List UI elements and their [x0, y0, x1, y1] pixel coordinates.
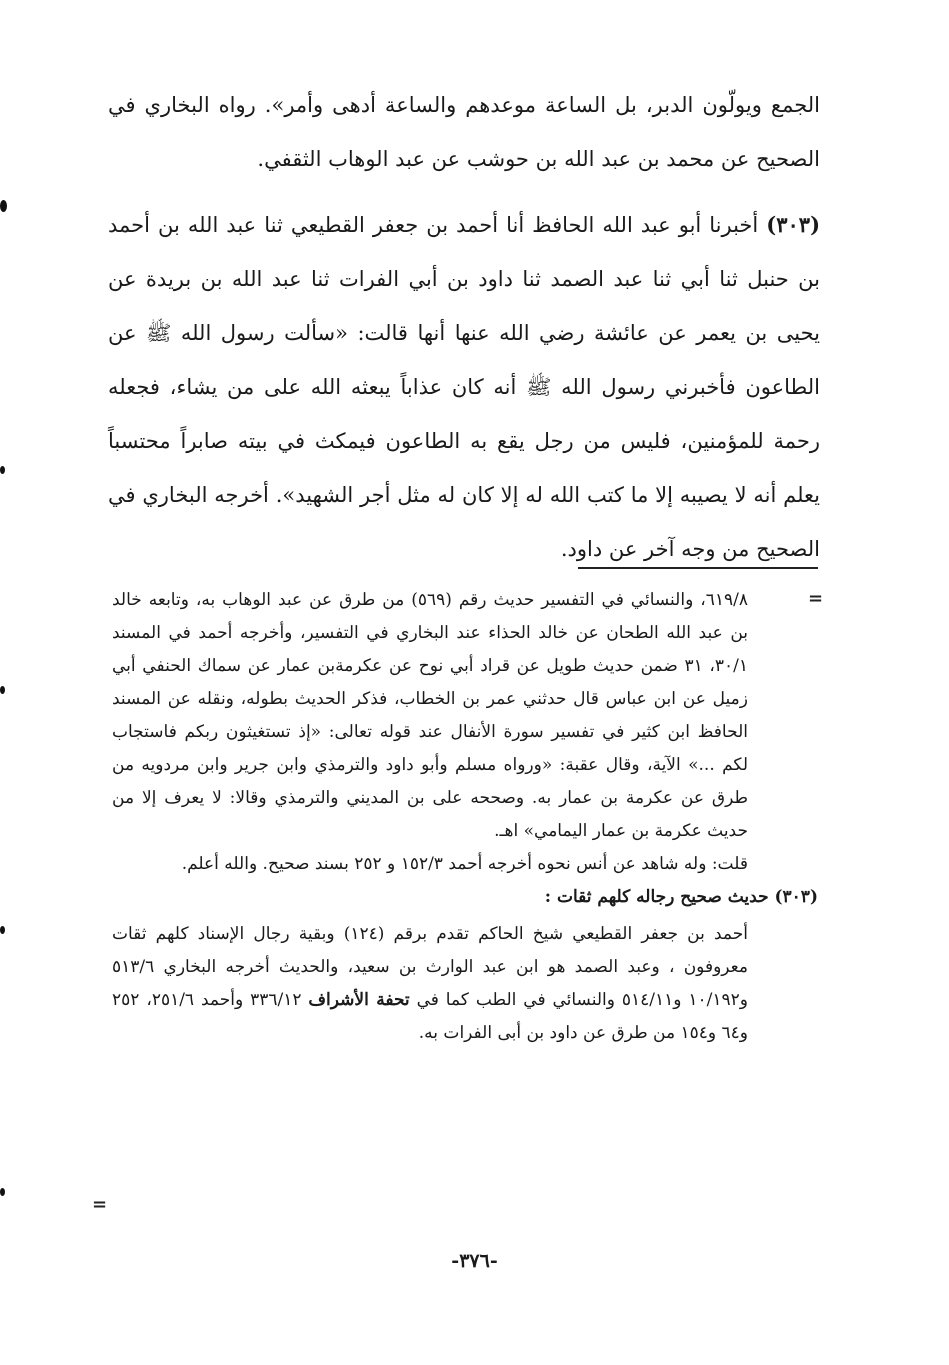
hadith-paragraph	[108, 198, 820, 576]
margin-dot-5	[0, 1188, 5, 1196]
footnotes-section	[112, 584, 818, 1050]
footnote-2-text-2: ٣٣٦/١٢ وأحمد ٢٥١/٦، ٢٥٢ و٦٤ و١٥٤ من طرق عن داود بن أبى الفرات به.	[112, 990, 748, 1043]
footnote-2-body	[112, 918, 748, 1050]
footnote-1-note: قلت: وله شاهد عن أنس نحوه أخرجه أحمد ١٥٢/٣ و ٢٥٢ بسند صحيح. والله أعلم.	[181, 854, 748, 874]
main-text-body	[108, 78, 820, 576]
footnote-2-continuation-mark: =	[92, 1194, 108, 1215]
margin-dot-3	[0, 686, 5, 694]
margin-dot-1	[0, 200, 7, 212]
main-paragraph-1: الجمع ويولّون الدبر، بل الساعة موعدهم والساعة أدهى وأمر». رواه البخاري في الصحيح عن محمد بن عبد الله بن حوشب عن عبد الوهاب الثقفي.	[108, 93, 820, 171]
hadith-text: أخبرنا أبو عبد الله الحافظ أنا أحمد بن جعفر القطيعي ثنا عبد الله بن أحمد بن حنبل ثنا أبي ثنا عبد الصمد ثنا داود بن أبي الفرات ثنا عبد الله بن بريدة عن يحيى بن يعمر عن عائشة رضي الله عنها أنها قالت: «سألت رسول الله ﷺ عن الطاعون فأخبرني رسول الله ﷺ أنه كان عذاباً يبعثه الله على من يشاء، فجعله رحمة للمؤمنين، فليس من رجل يقع به الطاعون فيمكث في بيته صابراً محتسباً يعلم أنه لا يصيبه إلا ما كتب الله له إلا كان له مثل أجر الشهيد». أخرجه البخاري في الصحيح من وجه آخر عن داود.	[108, 213, 820, 561]
margin-dot-2	[0, 466, 5, 474]
footnote-1: ٦١٩/٨، والنسائي في التفسير حديث رقم (٥٦٩) من طرق عن عبد الوهاب به، وتابعه خالد بن عبد الله الطحان عن خالد الحذاء عند البخاري في التفسير، وأخرجه أحمد في المسند ٣٠/١، ٣١ ضمن حديث طويل عن قراد أبي نوح عن عكرمةبن عمار عن سماك الحنفي أبي زميل عن ابن عباس قال حدثني عمر بن الخطاب، فذكر الحديث بطوله، ونقله عن المسند الحافظ ابن كثير في تفسير سورة الأنفال عند قوله تعالى: «إذ تستغيثون ربكم فاستجاب لكم ...» الآية، وقال عقبة: «ورواه مسلم وأبو داود والترمذي وابن جرير وابن مردويه من طرق عن عكرمة بن عمار به. وصححه على بن المديني والترمذي وقالا: لا يعرف إلا من حديث عكرمة بن عمار اليمامي» اهـ.	[112, 590, 749, 841]
hadith-number: (٣٠٣)	[766, 212, 820, 237]
footnote-2-text-1: أحمد بن جعفر القطيعي شيخ الحاكم تقدم برقم (١٢٤) وبقية رجال الإسناد كلهم ثقات معروفون ، وعبد الصمد هو ابن عبد الوارث بن سعيد، والحديث أخرجه البخاري ٥١٣/٦ و١٠/١٩٢ و٥١٤/١١ والنسائي في الطب كما في	[112, 924, 749, 1010]
margin-dot-4	[0, 926, 5, 934]
footnote-2-book-title: تحفة الأشراف	[308, 990, 410, 1010]
footnote-continuation-mark: =	[808, 588, 824, 609]
footnote-divider	[578, 567, 818, 569]
footnote-2-heading: (٣٠٣) حديث صحيح رجاله كلهم ثقات :	[544, 887, 818, 907]
page-number: -٣٧٦-	[451, 1250, 498, 1272]
